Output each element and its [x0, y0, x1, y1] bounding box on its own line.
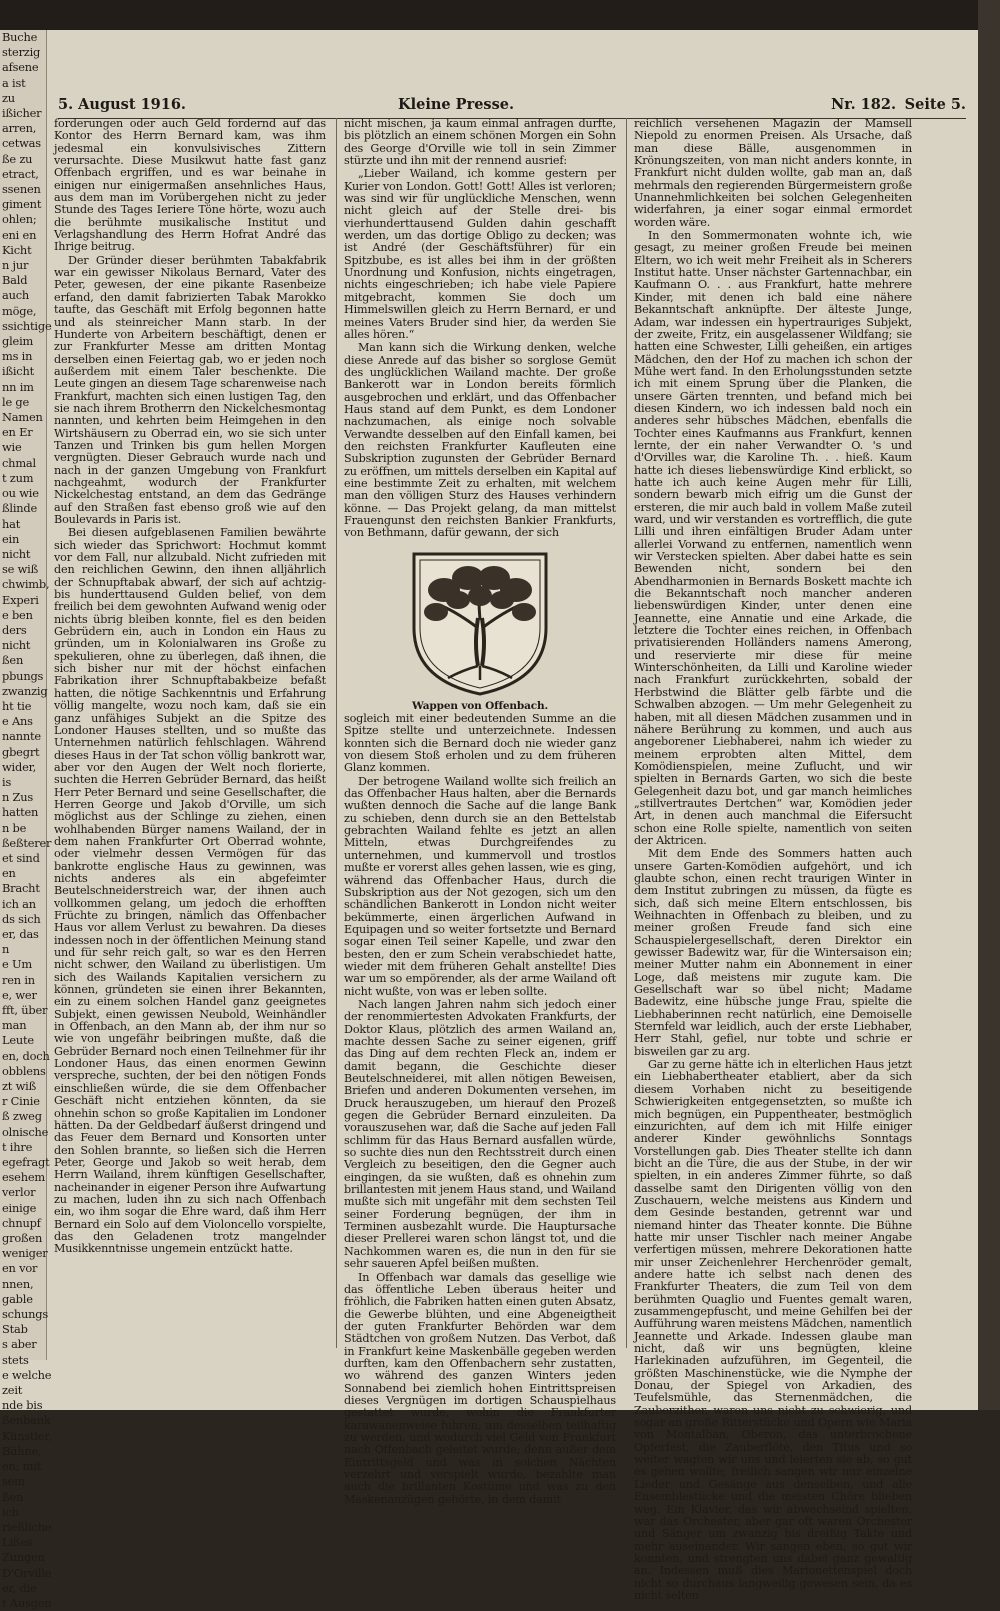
left-page-fragment: olnische [2, 1124, 49, 1139]
header-title: Kleine Presse. [398, 96, 515, 113]
left-page-fragment: wider, [2, 759, 37, 774]
left-page-fragment: giment [2, 197, 42, 212]
left-page-fragment: e Ans [2, 714, 33, 729]
left-page-fragment: gleim [2, 334, 34, 349]
left-page-fragment: ßenbank [2, 1413, 51, 1428]
left-page-fragment: en vor [2, 1261, 38, 1276]
left-page-fragment: n Zus [2, 790, 34, 805]
left-page-fragment: t zum [2, 470, 34, 485]
left-page-fragment: chnupf [2, 1215, 41, 1230]
left-page-fragment: r Cinie [2, 1094, 40, 1109]
left-page-fragment: se wiß [2, 562, 39, 577]
left-page-fragment: Bühne, [2, 1443, 42, 1458]
left-page-fragment: D'Orville [2, 1565, 52, 1580]
left-page-fragment: ß zweg [2, 1109, 42, 1124]
left-page-fragment: ich [2, 1504, 19, 1519]
left-page-fragment: wie [2, 440, 22, 455]
offenbach-coat-of-arms [408, 548, 552, 698]
left-page-fragment: einige [2, 1200, 37, 1215]
left-page-fragment: ein [2, 531, 20, 546]
paragraph: reichlich versehenen Magazin der Mamsell Niepold zu enormen Preisen. Als Ursache, daß man diese Bälle, ausgenommen in Krönungszeiten, von man nicht anders konnte, in Frankfurt nicht dulden wollte, gab man an, daß mehrmals den regierenden Bürgermeistern große Unannehmlichkeiten bei solchen Gelegenheiten widerfahren, ja einer sogar einmal ermordet worden wäre. [634, 117, 912, 229]
left-page-fragment: egefragt [2, 1155, 50, 1170]
left-page-fragment: nnen, [2, 1276, 34, 1291]
paragraph: „Lieber Wailand, ich komme gestern per Kurier von London. Gott! Gott! Alles ist verloren; was sind wir für unglückliche Menschen, wenn nicht gleich auf der Stelle drei- bis vierhunderttausend Gulden dahin geschafft werden, um das dortige Obligo zu decken; was ist André (der Geschäftsführer) für ein Spitzbube, es ist alles bei ihm in der größten Unordnung und Konfusion, nichts eingetragen, nichts eingeschrieben; ich habe viele Papiere mitgebracht, kommen Sie doch um Himmelswillen gleich zu Herrn Bernard, er und meines Vaters Bruder sind hier, da werden Sie alles hören.“ [344, 167, 616, 341]
left-page-fragment: en; mit [2, 1459, 42, 1474]
left-page-fragment: rießliche [2, 1519, 52, 1534]
left-page-fragment: nde bis [2, 1398, 43, 1413]
left-facing-page-strip [0, 30, 52, 1610]
paragraph: sogleich mit einer bedeutenden Summe an die Spitze stellte und unterzeichnete. Indessen konnten sich die Bernard doch nie wieder ganz von diesem Stoß erholen und zu dem früheren Glanz kommen. [344, 712, 616, 775]
left-page-fragment: ßlinde [2, 501, 38, 516]
left-page-fragment: er, das [2, 926, 39, 941]
left-page-fragment: zeit [2, 1383, 23, 1398]
left-page-fragment: ßen [2, 1489, 24, 1504]
left-page-fragment: ht tie [2, 698, 32, 713]
left-page-fragment: fft, über [2, 1003, 48, 1017]
left-page-fragment: nicht [2, 638, 31, 653]
left-page-fragment: zwanzig [2, 683, 48, 698]
scan-top-edge [0, 0, 1000, 30]
paragraph: Der Gründer dieser berühmten Tabakfabrik war ein gewisser Nikolaus Bernard, Vater des Peter, gewesen, der eine pikante Rasenbeize erfand, den damit fabrizierten Tabak Marokko taufte, das Geschäft mit Erfolg begonnen hatte und als steinreicher Mann starb. In der Hunderte von Arbeitern beschäftigt, denen er zur Frankfurter Messe am dritten Montag derselben einen Feiertag gab, wo er jeden noch außerdem mit einem Taler beschenkte. Die Leute gingen an diesem Tage scharenweise nach Frankfurt, machten sich einen lustigen Tag, den sie nach ihrem Brotherrn den Nickelchesmontag nannten, und kehrten beim Heimgehen in den Wirtshäusern zu Oberrad ein, wo sie sich unter Tanzen und Trinken bis gum hellen Morgen vergnügten. Dieser Gebrauch wurde nach und nach in der ganzen Umgebung von Frankfurt nachgeahmt, wodurch der Frankfurter Nickelchestag entstand, an dem das Gedränge auf den Straßen fast ebenso groß wie auf den Boulevards in Paris ist. [54, 253, 326, 526]
column-3 [634, 117, 912, 1602]
column-rule [626, 118, 627, 1348]
left-page-fragment: n [2, 942, 10, 957]
left-page-fragment: sem [2, 1474, 25, 1489]
left-page-fragment: ich an [2, 896, 36, 911]
paragraph: Der betrogene Wailand wollte sich freilich an das Offenbacher Haus halten, aber die Bernards wußten dennoch die Sache auf die lange Bank zu schieben, denn durch sie an den Bettelstab gebrachten Wailand fehlte es jetzt an allen Mitteln, etwas Durchgreifendes zu unternehmen, und kummervoll und trostlos mußte er vorerst alles gehen lassen, wie es ging, während das Offenbacher Haus, durch die Subskription aus der Not gezogen, sich um den schändlichen Bankerott in London nicht weiter bekümmerte, einen ärgerlichen Aufwand in Equipagen und so weiter fortsetzte und Bernard sogar einen Teil seiner Kapelle, und zwar den besten, den er zum Schein verabschiedet hatte, wieder mit dem früheren Gehalt anstellte! Dies war um so empörender, als der arme Wailand oft nicht wußte, von was er leben sollte. [344, 774, 616, 998]
left-page-fragment: eni en [2, 227, 37, 242]
left-page-fragment: esehem [2, 1170, 46, 1185]
left-page-fragment: Bracht [2, 881, 40, 896]
left-page-fragment: gbegrt [2, 744, 40, 759]
left-page-fragment: e ben [2, 607, 33, 622]
left-page-fragment: man [2, 1018, 27, 1033]
left-page-fragment: ds sich [2, 911, 41, 926]
left-page-fragment: gable [2, 1291, 33, 1306]
left-page-fragment: sterzig [2, 45, 41, 60]
left-page-fragment: obblens [2, 1063, 46, 1078]
coat-of-arms-caption: Wappen von Offenbach. [412, 699, 548, 712]
page-header [58, 96, 966, 119]
column-2 [344, 117, 616, 1506]
column-1 [54, 118, 326, 1348]
left-page-fragment: ssenen [2, 182, 41, 197]
left-page-fragment: verlor [2, 1185, 36, 1200]
left-page-fragment: ißicht [2, 364, 34, 379]
left-page-fragment: et sind [2, 850, 40, 865]
left-page-fragment: Kicht [2, 242, 32, 257]
left-page-fragment: chwimb, [2, 577, 50, 592]
left-page-fragment: s aber [2, 1337, 37, 1352]
left-page-fragment: n jur [2, 258, 29, 273]
left-page-fragment: Experi [2, 592, 39, 607]
header-page-number: Seite 5. [904, 96, 966, 113]
left-page-fragment: is [2, 774, 12, 789]
left-page-fragment: stets [2, 1352, 29, 1367]
left-page-fragment: en [2, 866, 16, 881]
left-page-fragment: e, wer [2, 987, 37, 1002]
left-page-fragment: Leute [2, 1033, 34, 1048]
left-page-fragment: ders [2, 622, 27, 637]
paragraph: nicht mischen, ja kaum einmal anfragen durfte, bis plötzlich an einem schönen Morgen ein Sohn des George d'Orville wie toll in sein Zimmer stürzte und ihn mit der rennend ausrief: [344, 117, 616, 168]
left-page-fragment: Bald [2, 273, 28, 288]
paragraph: Bei diesen aufgeblasenen Familien bewährte sich wieder das Sprichwort: Hochmut kommt vor dem Fall, nur allzubald. Nicht zufrieden mit den reichlichen Gewinn, den ihnen alljährlich der Schnupftabak abwarf, der sich auf achtzig- bis hunderttausend Gulden belief, von dem freilich bei dem gewohnten Aufwand wenig oder nichts übrig bleiben konnte, fiel es den beiden Gebrüdern ein, auch in London ein Haus zu gründen, um in Kolonialwaren ins Große zu spekulieren, ohne zu überlegen, daß ihnen, die sich bisher nur mit der höchst einfachen Fabrikation ihrer Schnupftabakbeize befaßt hatten, die nötige Sachkenntnis und Erfahrung völlig mangelte, wozu noch kam, daß sie ein ganz unfähiges Subjekt an die Spitze des Londoner Hauses stellten, und so mußte das Unternehmen natürlich fehlschlagen. Während dieses Haus in der Tat schon völlig bankrott war, aber vor den Augen der Welt noch florierte, suchten die Herren Gebrüder Bernard, das heißt Herr Peter Bernard und seine Gesellschafter, die Herren George und Jakob d'Orville, um sich möglichst aus der Schlinge zu ziehen, einen wohlhabenden Bürger namens Wailand, der in dem nahen Frankfurter Ort Oberrad wohnte, oder vielmehr dessen Vermögen für das bankrotte englische Haus zu gewinnen, was nichts anderes als ein abgefeimter Beutelschneiderstreich war, der ihnen auch vollkommen gelang, um jedoch die erhofften Früchte zu bringen, nämlich das Offenbacher Haus vor allem Verlust zu bewahren. Da dieses indessen noch in der öffentlichen Meinung stand und für sehr reich galt, so war es den Herren nicht schwer, den Wailand zu überlistigen. Um sich des Wailands Kapitalien versichern zu können, gründeten sie einen ihrer Bekannten, ein zu einem solchen Handel ganz geeignetes Subjekt, einen gewissen Neubold, Weinhändler in Offenbach, an den Mann ab, der ihm nur so wie von ungefähr beibringen mußte, daß die Gebrüder Bernard noch einen Teilnehmer für ihr Londoner Haus, das einen enormen Gewinn verspreche, suchten, der bei den nötigen Fonds einschließen würde, die sie dem Offenbacher Geschäft nicht entziehen könnten, da sie ohnehin schon so große Kapitalien im Londoner hätten. Da der Geldbedarf äußerst dringend und das Feuer dem Bernard und Konsorten unter den Sohlen brannte, so ließen sich die Herren Peter, George und Jakob so weit herab, dem Herrn Wailand, ihrem künftigen Gesellschafter, nacheinander in eigener Person ihre Aufwartung zu machen, luden ihn zu sich nach Offenbach ein, wo ihm sogar die Ehre ward, daß ihm Herr Bernard ein Solo auf dem Violoncello vorspielte, das den Geladenen trotz mangelnder Musikkenntnisse ungemein entzückt hatte. [54, 526, 326, 1256]
left-page-fragment: er, die [2, 1580, 37, 1595]
left-page-fragment: ssichtige [2, 318, 52, 333]
left-page-fragment: cetwas [2, 136, 41, 151]
left-page-fragment: n be [2, 820, 27, 835]
left-page-fragment: zt wiß [2, 1079, 37, 1094]
left-page-fragment: etract, [2, 166, 39, 181]
left-page-fragment: schungs [2, 1307, 48, 1322]
left-page-fragment: e welche [2, 1367, 52, 1382]
left-page-fragment: ißicher [2, 106, 42, 121]
left-page-fragment: afsene [2, 60, 39, 75]
paragraph: Man kann sich die Wirkung denken, welche diese Anrede auf das bisher so sorglose Gemüt des unglücklichen Wailand machte. Der große Bankerott war in London bereits förmlich ausgebrochen und erklärt, und das Offenbacher Haus stand auf dem Punkt, es dem Londoner nachzumachen, als einige noch solvable Verwandte desselben auf den Einfall kamen, bei den reichsten Frankfurter Kaufleuten eine Subskription zugunsten der Gebrüder Bernard zu eröffnen, um mittels derselben ein Kapital auf eine bestimmte Zeit zu erhalten, mit welchem man den völligen Sturz des Hauses verhindern könne. — Das Projekt gelang, da man mittelst Frauengunst den reichsten Bankier Frankfurts, von Bethmann, dafür gewann, der sich [344, 341, 616, 540]
paragraph: Mit dem Ende des Sommers hatten auch unsere Garten-Komödien aufgehört, und ich glaubte schon, einen recht traurigen Winter in dem Institut zubringen zu müssen, da fügte es sich, daß sich meine Eltern entschlossen, bis Weihnachten in Offenbach zu bleiben, und zu meiner großen Freude fand sich eine Schauspielergesellschaft, deren Direktor ein gewisser Badewitz war, für die Wintersaison ein; meiner Mutter nahm ein Abonnement in einer Loge, daß meistens mir zugute kam. Die Gesellschaft war so übel nicht; Madame Badewitz, eine hübsche junge Frau, spielte die Liebhaberinnen recht natürlich, eine Demoiselle Sternfeld war leidlich, auch der erste Liebhaber, Herr Stahl, gefiel, nur tobte und schrie er bisweilen gar zu arg. [634, 847, 912, 1058]
column-rule [336, 118, 337, 1348]
left-page-fragment: a ist [2, 75, 26, 90]
left-page-fragment: arren, [2, 121, 37, 136]
left-page-fragment: nicht [2, 546, 31, 561]
left-page-fragment: möge, [2, 303, 37, 318]
newspaper-page [52, 30, 978, 1602]
left-page-fragment: hat [2, 516, 21, 531]
paragraph: In den Sommermonaten wohnte ich, wie gesagt, zu meiner großen Freude bei meinen Eltern, wo ich weit mehr Freiheit als in Scherers Institut hatte. Unser nächster Gartennachbar, ein Kaufmann O. . . aus Frankfurt, hatte mehrere Kinder, mit denen ich bald eine nähere Bekanntschaft anknüpfte. Der älteste Junge, Adam, war indessen ein hypertrauriges Subjekt, der zweite, Fritz, ein ausgelassener Wildfang; sie hatten eine Schwester, Lilli geheißen, ein artiges Mädchen, den der Hof zu machen ich schon der Mühe wert fand. In den Erholungsstunden setzte ich mit einem Sprung über die Planken, die unsere Gärten trennten, und befand mich bei diesen Kindern, wo ich indessen bald noch ein anderes sehr hübsches Mädchen, ebenfalls die Tochter eines Kaufmanns aus Frankfurt, kennen lernte, der ein naher Verwandter O. 's und d'Orvilles war, die Karoline Th. . . hieß. Kaum hatte ich dieses liebenswürdige Kind erblickt, so hatte ich auch keine Augen mehr für Lilli, sondern bewarb mich eifrig um die Gunst der ersteren, die mir auch bald in vollem Maße zuteil ward, und wir verstanden es vortrefflich, die gute Lilli und ihren einfältigen Bruder Adam unter allerlei Vorwand zu entfernen, namentlich wenn wir Verstecken spielten. Aber dabei hatte es sein Bewenden nicht, sondern bei den Abendharmonien in Bernards Boskett machte ich die Bekanntschaft noch mancher anderen liebenswürdigen Kinder, unter denen eine Jeannette, eine Annatie und eine Arkade, die letztere die Tochter eines reichen, in Offenbach privatisierenden Holländers namens Amerong, und reservierte mir diese für meine Winterschönheiten, da Lilli und Karoline wieder nach Frankfurt zurückkehrten, sobald der Herbstwind die Blätter gelb färbte und die Schwalben abzogen. — Um mehr Gelegenheit zu haben, mit all diesen Mädchen zusammen und in nähere Berührung zu kommen, und auch aus angeborener Liebhaberei, nahm ich wieder zu meinem erprobten alten Mittel, dem Komödienspielen, meine Zuflucht, und wir spielten in Bernards Garten, wo sich die beste Gelegenheit dazu bot, und gar manch heimliches „stillvertrautes Dertchen“ war, Komödien jeder Art, in denen auch manchmal die Eifersucht schon eine Rolle spielte, namentlich von seiten der Aktricen. [634, 229, 912, 847]
left-page-fragment: hatten [2, 805, 39, 820]
left-page-fragment: en, doch [2, 1048, 50, 1063]
left-page-fragment: Zungen [2, 1550, 45, 1565]
left-page-fragment: ou wie [2, 486, 39, 501]
left-page-fragment: e Um [2, 957, 32, 972]
left-page-fragment: en Er [2, 425, 33, 440]
left-page-fragment: großen [2, 1231, 43, 1246]
left-page-fragment: le ge [2, 394, 30, 409]
left-page-fragment: nannte [2, 729, 41, 744]
left-page-fragment: chmal [2, 455, 36, 470]
left-page-fragment: pbungs [2, 668, 44, 683]
scan-right-edge [978, 0, 1000, 1410]
left-page-fragment: Namen [2, 410, 43, 425]
left-page-fragment: nn im [2, 379, 34, 394]
left-page-fragment: Künstler, [2, 1428, 52, 1443]
left-page-fragment: ßeßterer [2, 835, 52, 850]
paragraph: Nach langen Jahren nahm sich jedoch einer der renommiertesten Advokaten Frankfurts, der Doktor Klaus, plötzlich des armen Wailand an, machte dessen Sache zu seiner eigenen, griff das Ding auf dem rechten Fleck an, indem er damit begann, die Geschichte dieser Beutelschneiderei, mit allen nötigen Beweisen, Briefen und anderen Dokumenten versehen, im Druck herauszugeben, um hierauf den Prozeß gegen die Gebrüder Bernard einzuleiten. Da vorauszusehen war, daß die Sache auf jeden Fall schlimm für das Haus Bernard ausfallen würde, so suchte dies nun den Rechtsstreit durch einen Vergleich zu beseitigen, den die Gegner auch eingingen, da sie wußten, daß es ohnehin zum brillantesten mit jenem Haus stand, und Wailand mußte sich mit ungefähr mit dem sechsten Teil seiner Forderung begnügen, der ihm in Terminen ausbezahlt wurde. Die Hauptursache dieser Prellerei waren schon längst tot, und die Nachkommen waren es, die nun in den für sie sehr saueren Apfel beißen mußten. [344, 997, 616, 1271]
header-date: 5. August 1916. [58, 96, 186, 113]
left-page-fragment: ßen [2, 653, 24, 668]
left-page-fragment: Lißes [2, 1535, 33, 1550]
paragraph: In Offenbach war damals das gesellige wie das öffentliche Leben überaus heiter und fröhlich, die Fabriken hatten einen guten Absatz, die Gewerbe blühten, und eine Abgeneigtheit der guten Frankfurter Behörden war dem Städtchen von großem Nutzen. Das Verbot, daß in Frankfurt keine Maskenbälle gegeben werden durften, kam den Offenbachern sehr zustatten, wo während des ganzen Winters jeden Sonnabend bei ziemlich hohen Eintrittspreisen dieses Vergnügen im dortigen Schauspielhaus gestattet wurde, wohin die Frankfurter karawanenweise fuhren, um desselben teilhaftig zu werden, und wodurch viel Geld von Frankfurt nach Offenbach geleitet wurde; denn außer dem Eintrittsgeld und was in solchen Nächten verzehrt und verspielt wurde, bezahlte man auch die brillanten Kostüme und was zu den Maskenanzügen gehörte, in dem damit [344, 1270, 616, 1506]
left-page-fragment: ren in [2, 972, 35, 987]
left-page-fragment: ms in [2, 349, 33, 364]
left-page-fragment: weniger [2, 1246, 48, 1261]
left-page-fragment: Buche [2, 30, 38, 44]
paragraph: forderungen oder auch Geld fordernd auf das Kontor des Herrn Bernard kam, was ihm jedesmal ein konvulsivisches Zittern verursachte. Diese Musikwut hatte fast ganz Offenbach ergriffen, und es war beinahe in einigen nur einigermaßen ansehnliches Haus, aus dem man im Vorübergehen nicht zu jeder Stunde des Tages Ieriere Töne hörte, wozu auch die berühmte musikalische Institut und Verlagshandlung des Herrn Hofrat André das Ihrige beitrug. [54, 117, 326, 254]
left-page-fragment: t ihre [2, 1139, 33, 1154]
left-page-fragment: Stab [2, 1322, 28, 1337]
paragraph: Gar zu gerne hätte ich in elterlichen Haus jetzt ein Liebhabertheater etabliert, aber da sich diesem Vorhaben nicht zu beseitigende Schwierigkeiten entgegensetzten, so mußte ich mich begnügen, ein Puppentheater, bestmöglich einzurichten, auf dem ich mit Hilfe einiger anderer Kinder gewöhnlichs Sonntags Vorstellungen gab. Dies Theater stellte ich dann bicht an die Türe, die aus der Stube, in der wir spielten, in ein anderes Zimmer führte, so daß dasselbe samt den Dirigenten völlig von den Zuschauern, welche meistens aus Kindern und dem Gesinde bestanden, getrennt war und niemand hinter das Theater konnte. Die Bühne hatte mir unser Tischler nach meiner Angabe verfertigen müssen, mehrere Dekorationen hatte mir unser Zeichenlehrer Herchenröder gemalt, andere hatte ich selbst nach denen des Frankfurter Theaters, die zum Teil von dem berühmten Quaglio und Fuentes gemalt waren, zusammengepfuscht, und meine Gehilfen bei der Aufführung waren meistens Mädchen, namentlich Jeannette und Arkade. Indessen glaube man nicht, daß wir uns begnügten, kleine Harlekinaden aufzuführen, im Gegenteil, die größten Maschinenstücke, wie die Nymphe der Donau, der Spiegel von Arkadien, des Teufelsmühle, das Sternenmädchen, die Zauberzither, waren uns nicht zu schwierig, und sogar an große Ritterstücke und Opern wie Maria von Montalban, Oberon, das unterbrochene Opferfest, die Zauberflöte, den Titus und so weiter wagten wir uns und leierten sie ab, so gut es gehen wollte; freilich sangen wir nur einzelne Lieder und Gesänge aus denselben, und alle Ensemblestücke und die meisten Chöre blieben weg. Ein Klavier, das wir abwechselnd spielten, war das Orchester, aber gar oft waren Orchester und Sänger um zwanzig bis dreißig Takte und mehr auseinander. Wir sangen eben, so gut wir konnten, und strengten uns dabei ganz gewaltig an. Indessen muß dies Marionettenspiel doch nicht so durchaus langweilig gewesen sein, da es nicht selten [634, 1058, 912, 1602]
left-page-fragment: ohlen; [2, 212, 37, 227]
left-page-fragment: zu [2, 90, 15, 105]
left-page-fragment: ße zu [2, 151, 33, 166]
left-page-fragment: auch [2, 288, 30, 303]
header-issue: Nr. 182. [831, 96, 896, 113]
left-page-fragment: t Ausgen [2, 1595, 52, 1610]
